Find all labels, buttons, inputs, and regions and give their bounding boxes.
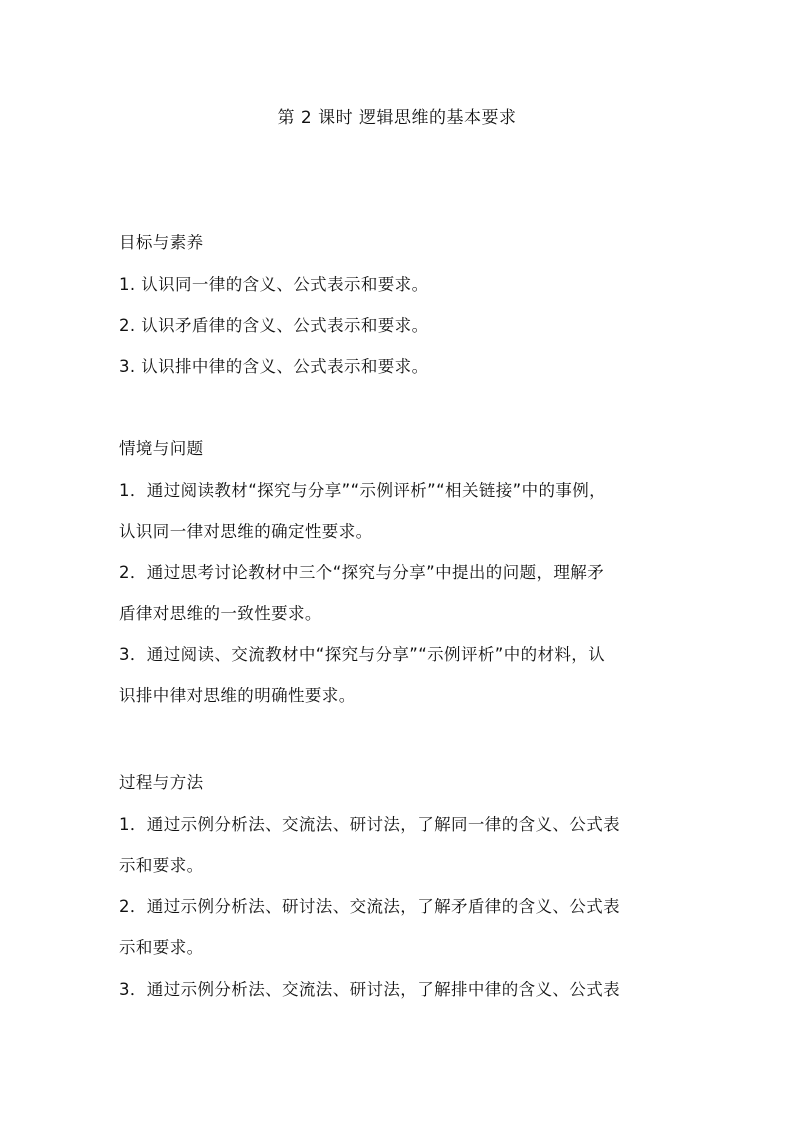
- goals-line-3: 3. 认识排中律的含义、公式表示和要求。: [119, 357, 429, 376]
- context-line-5: 3．通过阅读、交流教材中“探究与分享”“示例评析”中的材料，认: [119, 645, 606, 664]
- context-line-1: 1．通过阅读教材“探究与分享”“示例评析”“相关链接”中的事例，: [119, 481, 607, 500]
- process-line-2: 示和要求。: [119, 856, 204, 875]
- page-title: 第 2 课时 逻辑思维的基本要求: [277, 108, 517, 128]
- process-line-1: 1．通过示例分析法、交流法、研讨法，了解同一律的含义、公式表: [119, 815, 620, 834]
- context-line-2: 认识同一律对思维的确定性要求。: [119, 522, 373, 541]
- process-line-5: 3．通过示例分析法、交流法、研讨法，了解排中律的含义、公式表: [119, 980, 620, 999]
- section-heading-context: 情境与问题: [119, 439, 204, 458]
- process-line-4: 示和要求。: [119, 938, 204, 957]
- context-line-3: 2．通过思考讨论教材中三个“探究与分享”中提出的问题，理解矛: [119, 563, 605, 582]
- section-heading-process: 过程与方法: [119, 773, 204, 792]
- goals-line-2: 2. 认识矛盾律的含义、公式表示和要求。: [119, 316, 429, 335]
- context-line-4: 盾律对思维的一致性要求。: [119, 604, 322, 623]
- context-line-6: 识排中律对思维的明确性要求。: [119, 686, 356, 705]
- goals-line-1: 1. 认识同一律的含义、公式表示和要求。: [119, 275, 429, 294]
- section-heading-goals: 目标与素养: [119, 233, 204, 252]
- process-line-3: 2．通过示例分析法、研讨法、交流法，了解矛盾律的含义、公式表: [119, 897, 620, 916]
